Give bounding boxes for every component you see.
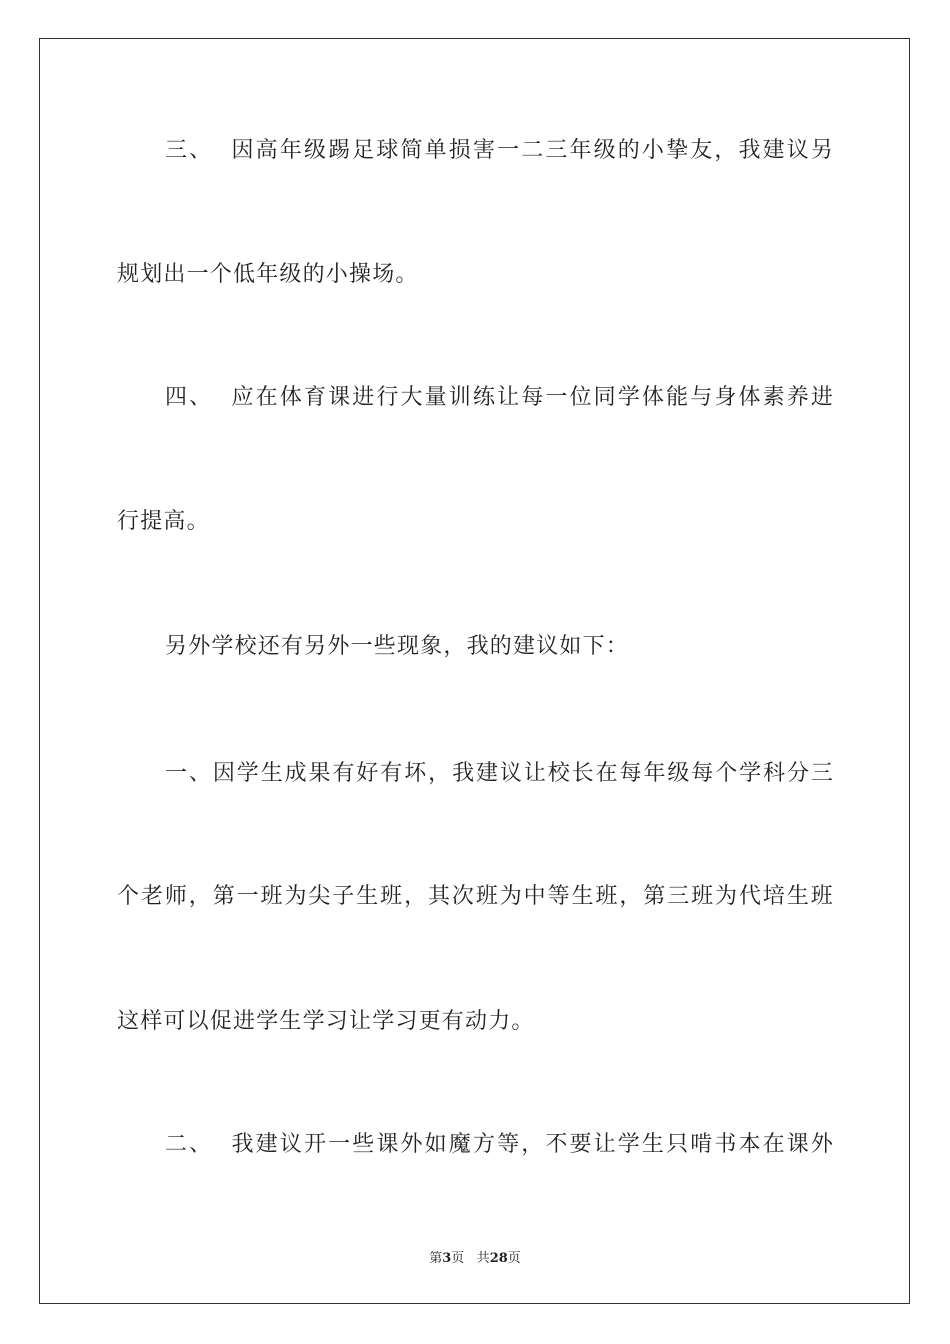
line-character: 学 bbox=[617, 385, 640, 410]
line-character: 果 bbox=[308, 761, 331, 786]
line-character: 在 bbox=[255, 385, 278, 410]
line-character: 班 bbox=[260, 884, 283, 909]
line-character: 养 bbox=[786, 385, 809, 410]
total-suffix: 页 bbox=[507, 1251, 521, 1266]
line-character: ， bbox=[428, 761, 451, 786]
line-character: 第 bbox=[212, 884, 235, 909]
line-character: 如 bbox=[424, 1132, 447, 1157]
line-character: 让 bbox=[523, 761, 546, 786]
line-character: 好 bbox=[356, 761, 379, 786]
line-character: 行 bbox=[376, 385, 399, 410]
line-character: 生 bbox=[356, 884, 379, 909]
line-character: 四 bbox=[165, 385, 188, 410]
line-character: 本 bbox=[738, 1132, 761, 1157]
line-character: ， bbox=[404, 884, 427, 909]
line-character: 体 bbox=[738, 385, 761, 410]
line-character: 为 bbox=[715, 884, 738, 909]
paragraph-line: 这样可以促进学生学习让学习更有动力。 bbox=[117, 1009, 535, 1034]
line-character: 只 bbox=[666, 1132, 689, 1157]
line-character: ， bbox=[188, 884, 211, 909]
page-prefix: 第 bbox=[429, 1251, 443, 1266]
line-character: 每 bbox=[619, 761, 642, 786]
paragraph-line: 行提高。 bbox=[117, 509, 210, 534]
line-character bbox=[222, 136, 229, 166]
line-character: 同 bbox=[593, 385, 616, 410]
line-character: 能 bbox=[666, 385, 689, 410]
line-character: ， bbox=[619, 884, 642, 909]
line-character: 一 bbox=[328, 1132, 351, 1157]
paragraph-line bbox=[165, 1130, 833, 1160]
paragraph-line bbox=[165, 136, 833, 166]
line-character: 培 bbox=[762, 884, 785, 909]
line-character: 在 bbox=[762, 1132, 785, 1157]
line-character: 生 bbox=[260, 761, 283, 786]
paragraph-line: 另外学校还有另外一些现象，我的建议如下： bbox=[165, 634, 630, 659]
line-character: 为 bbox=[499, 884, 522, 909]
line-character: 每 bbox=[521, 385, 544, 410]
line-character: 单 bbox=[424, 138, 447, 163]
line-character: 建 bbox=[762, 138, 785, 163]
line-character: 另 bbox=[810, 138, 833, 163]
line-character: 训 bbox=[448, 385, 471, 410]
line-character: 科 bbox=[763, 761, 786, 786]
line-character: 方 bbox=[472, 1132, 495, 1157]
line-character: 二 bbox=[165, 1132, 188, 1157]
line-character: 级 bbox=[667, 761, 690, 786]
line-character: 议 bbox=[786, 138, 809, 163]
paragraph-line bbox=[117, 882, 833, 912]
line-character: 班 bbox=[380, 884, 403, 909]
line-character: 小 bbox=[641, 138, 664, 163]
line-character: 让 bbox=[593, 1132, 616, 1157]
line-character: 我 bbox=[452, 761, 475, 786]
line-character: 进 bbox=[810, 385, 833, 410]
line-character: 、 bbox=[189, 385, 212, 410]
line-character bbox=[213, 383, 220, 413]
paragraph-line bbox=[165, 383, 833, 413]
line-character: 议 bbox=[279, 1132, 302, 1157]
line-character: 生 bbox=[786, 884, 809, 909]
line-character: 一 bbox=[165, 761, 188, 786]
line-character: 我 bbox=[231, 1132, 254, 1157]
line-character: 育 bbox=[303, 385, 326, 410]
line-character: 大 bbox=[400, 385, 423, 410]
line-character: 简 bbox=[400, 138, 423, 163]
line-character: ， bbox=[714, 138, 737, 163]
line-character: 学 bbox=[617, 1132, 640, 1157]
line-character: 建 bbox=[475, 761, 498, 786]
line-character: 让 bbox=[497, 385, 520, 410]
line-character bbox=[222, 383, 229, 413]
line-character: 老 bbox=[140, 884, 163, 909]
line-character: 每 bbox=[691, 761, 714, 786]
paragraph-line: 规划出一个低年级的小操场。 bbox=[117, 262, 419, 287]
line-character: 要 bbox=[569, 1132, 592, 1157]
line-character: 为 bbox=[284, 884, 307, 909]
total-prefix: 共 bbox=[476, 1251, 490, 1266]
line-character: 长 bbox=[571, 761, 594, 786]
page-footer bbox=[0, 1247, 950, 1266]
line-character: 素 bbox=[762, 385, 785, 410]
line-character: 有 bbox=[332, 761, 355, 786]
line-character: 身 bbox=[714, 385, 737, 410]
line-character: 其 bbox=[427, 884, 450, 909]
line-character: 位 bbox=[569, 385, 592, 410]
line-character: 一 bbox=[236, 884, 259, 909]
line-character bbox=[222, 1130, 229, 1160]
line-character: 在 bbox=[595, 761, 618, 786]
line-character: 学 bbox=[739, 761, 762, 786]
line-character: 三 bbox=[545, 138, 568, 163]
line-character: 三 bbox=[667, 884, 690, 909]
line-character: 课 bbox=[786, 1132, 809, 1157]
line-character: 分 bbox=[786, 761, 809, 786]
line-character: 、 bbox=[189, 1132, 212, 1157]
line-character: 班 bbox=[691, 884, 714, 909]
line-character: 成 bbox=[284, 761, 307, 786]
line-character: 一 bbox=[545, 385, 568, 410]
line-character: 球 bbox=[376, 138, 399, 163]
line-character: 与 bbox=[690, 385, 713, 410]
line-character: 三 bbox=[165, 138, 188, 163]
line-character: 等 bbox=[547, 884, 570, 909]
line-character: 课 bbox=[376, 1132, 399, 1157]
line-character: 个 bbox=[117, 884, 140, 909]
line-character: 个 bbox=[715, 761, 738, 786]
line-character: 尖 bbox=[308, 884, 331, 909]
line-character: 议 bbox=[499, 761, 522, 786]
line-character: 体 bbox=[279, 385, 302, 410]
line-character: 课 bbox=[328, 385, 351, 410]
line-character: 班 bbox=[595, 884, 618, 909]
line-character: 级 bbox=[303, 138, 326, 163]
page-suffix: 页 bbox=[451, 1251, 465, 1266]
line-character: 因 bbox=[212, 761, 235, 786]
line-character: 足 bbox=[352, 138, 375, 163]
page-border bbox=[39, 38, 910, 1304]
line-character: 生 bbox=[571, 884, 594, 909]
line-character: 、 bbox=[188, 761, 211, 786]
line-character: 书 bbox=[714, 1132, 737, 1157]
line-character: 外 bbox=[810, 1132, 833, 1157]
line-character: 一 bbox=[497, 138, 520, 163]
line-character: 中 bbox=[523, 884, 546, 909]
line-character: 班 bbox=[810, 884, 833, 909]
paragraph-line bbox=[165, 759, 833, 789]
line-character: 年 bbox=[643, 761, 666, 786]
line-character: 学 bbox=[236, 761, 259, 786]
line-character: 生 bbox=[641, 1132, 664, 1157]
line-character: 校 bbox=[547, 761, 570, 786]
line-character: 进 bbox=[352, 385, 375, 410]
line-character: 挚 bbox=[666, 138, 689, 163]
line-character: 坏 bbox=[404, 761, 427, 786]
line-character: 年 bbox=[279, 138, 302, 163]
line-character: 友 bbox=[690, 138, 713, 163]
line-character: 次 bbox=[451, 884, 474, 909]
line-character: 师 bbox=[164, 884, 187, 909]
line-character: 开 bbox=[303, 1132, 326, 1157]
line-character: 三 bbox=[810, 761, 833, 786]
line-character: 些 bbox=[352, 1132, 375, 1157]
line-character: 不 bbox=[545, 1132, 568, 1157]
line-character: 体 bbox=[641, 385, 664, 410]
line-character: 因 bbox=[231, 138, 254, 163]
line-character: 代 bbox=[738, 884, 761, 909]
line-character: 第 bbox=[643, 884, 666, 909]
line-character bbox=[213, 1130, 220, 1160]
line-character: 踢 bbox=[328, 138, 351, 163]
line-character: 害 bbox=[472, 138, 495, 163]
line-character: 量 bbox=[424, 385, 447, 410]
line-character: 我 bbox=[738, 138, 761, 163]
line-character: 、 bbox=[189, 138, 212, 163]
line-character: 应 bbox=[231, 385, 254, 410]
page-number: 3 bbox=[442, 1251, 452, 1266]
line-character: 年 bbox=[569, 138, 592, 163]
line-character: 的 bbox=[617, 138, 640, 163]
line-character: 啃 bbox=[690, 1132, 713, 1157]
line-character: 子 bbox=[332, 884, 355, 909]
line-character: 损 bbox=[448, 138, 471, 163]
line-character: ， bbox=[521, 1132, 544, 1157]
line-character: 建 bbox=[255, 1132, 278, 1157]
line-character bbox=[213, 136, 220, 166]
line-character: 高 bbox=[255, 138, 278, 163]
line-character: 魔 bbox=[448, 1132, 471, 1157]
line-character: 练 bbox=[472, 385, 495, 410]
line-character: 二 bbox=[521, 138, 544, 163]
line-character: 等 bbox=[497, 1132, 520, 1157]
line-character: 有 bbox=[380, 761, 403, 786]
line-character: 外 bbox=[400, 1132, 423, 1157]
line-character: 级 bbox=[593, 138, 616, 163]
total-pages: 28 bbox=[489, 1251, 508, 1266]
line-character: 班 bbox=[475, 884, 498, 909]
